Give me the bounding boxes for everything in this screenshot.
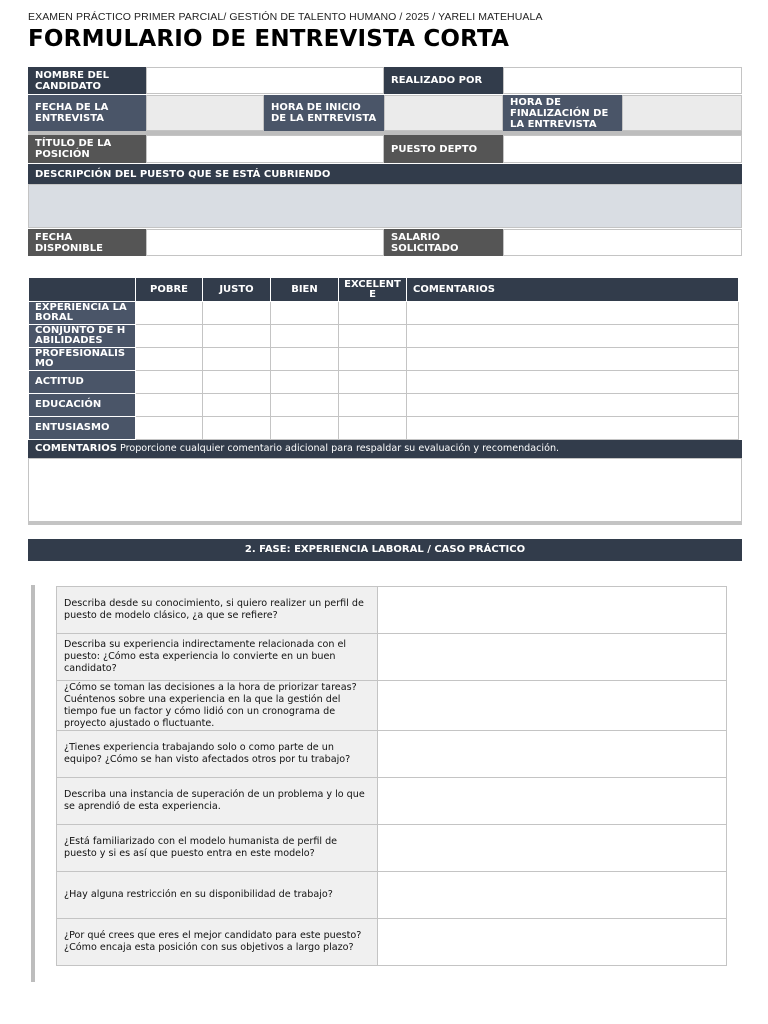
question-text: ¿Está familiarizado con el modelo humanista de perfil de puesto y si es así que puesto entra en este modelo? (57, 825, 378, 872)
rating-cell[interactable] (339, 394, 407, 417)
end-time-label: HORA DE FINALIZACIÓN DE LA ENTREVISTA (503, 95, 622, 131)
divider (28, 522, 742, 525)
rating-header-row (29, 278, 739, 302)
rating-row (29, 302, 739, 325)
rating-comment-cell[interactable] (407, 348, 739, 371)
rating-cell[interactable] (136, 417, 203, 440)
interview-date-field[interactable] (146, 95, 264, 131)
rating-cell[interactable] (339, 348, 407, 371)
rating-row (29, 371, 739, 394)
available-date-field[interactable] (146, 229, 384, 256)
interview-date-label: FECHA DE LA ENTREVISTA (28, 95, 146, 131)
question-row (57, 919, 727, 966)
rating-comment-cell[interactable] (407, 394, 739, 417)
rating-comment-cell[interactable] (407, 417, 739, 440)
rating-cell[interactable] (339, 417, 407, 440)
department-field[interactable] (503, 135, 742, 163)
rating-cell[interactable] (271, 417, 339, 440)
rating-row (29, 394, 739, 417)
start-time-label: HORA DE INICIO DE LA ENTREVISTA (264, 95, 384, 131)
question-text: Describa su experiencia indirectamente relacionada con el puesto: ¿Cómo esta experiencia lo convierte en un buen candidato? (57, 634, 378, 681)
comments-hint: Proporcione cualquier comentario adicional para respaldar su evaluación y recomendación. (119, 443, 560, 454)
rating-row-label: ACTITUD (29, 371, 136, 394)
rating-cell[interactable] (271, 348, 339, 371)
requested-salary-label: SALARIO SOLICITADO (384, 229, 503, 256)
exam-header-line: EXAMEN PRÁCTICO PRIMER PARCIAL/ GESTIÓN DE TALENTO HUMANO / 2025 / YARELI MATEHUALA (28, 11, 543, 23)
rating-row-label: EDUCACIÓN (29, 394, 136, 417)
candidate-name-field[interactable] (146, 67, 384, 94)
question-text: Describa una instancia de superación de un problema y lo que se aprendió de esta experiencia. (57, 778, 378, 825)
comments-bar (28, 440, 742, 458)
position-title-label: TÍTULO DE LA POSICIÓN (28, 135, 146, 163)
rating-col-poor: POBRE (136, 278, 203, 302)
answer-field[interactable] (378, 872, 727, 919)
question-row (57, 587, 727, 634)
phase2-title: 2. FASE: EXPERIENCIA LABORAL / CASO PRÁCTICO (28, 539, 742, 561)
rating-header-empty (29, 278, 136, 302)
question-row (57, 778, 727, 825)
rating-col-comments: COMENTARIOS (407, 278, 739, 302)
done-by-field[interactable] (503, 67, 742, 94)
rating-table (28, 277, 739, 440)
answer-field[interactable] (378, 778, 727, 825)
rating-cell[interactable] (136, 348, 203, 371)
rating-cell[interactable] (203, 302, 271, 325)
answer-field[interactable] (378, 731, 727, 778)
rating-cell[interactable] (271, 302, 339, 325)
rating-cell[interactable] (203, 417, 271, 440)
rating-comment-cell[interactable] (407, 325, 739, 348)
rating-comment-cell[interactable] (407, 302, 739, 325)
question-row (57, 681, 727, 731)
end-time-field[interactable] (622, 95, 742, 131)
start-time-field[interactable] (384, 95, 503, 131)
rating-col-good: BIEN (271, 278, 339, 302)
question-text: ¿Por qué crees que eres el mejor candidato para este puesto? ¿Cómo encaja esta posición con sus objetivos a largo plazo? (57, 919, 378, 966)
rating-cell[interactable] (203, 394, 271, 417)
answer-field[interactable] (378, 919, 727, 966)
rating-row-label: EXPERIENCIA LABORAL (29, 302, 136, 325)
question-text: ¿Cómo se toman las decisiones a la hora de priorizar tareas? Cuéntenos sobre una experiencia en la que la gestión del tiempo fue un factor y cómo lidió con un cronograma de proyecto ajustado o fluctuante. (57, 681, 378, 731)
requested-salary-field[interactable] (503, 229, 742, 256)
question-row (57, 634, 727, 681)
answer-field[interactable] (378, 634, 727, 681)
rating-row-label: CONJUNTO DE HABILIDADES (29, 325, 136, 348)
rating-cell[interactable] (339, 302, 407, 325)
rating-cell[interactable] (136, 394, 203, 417)
rating-cell[interactable] (271, 394, 339, 417)
rating-cell[interactable] (203, 348, 271, 371)
question-text: Describa desde su conocimiento, si quiero realizer un perfil de puesto de modelo clásico, ¿a que se refiere? (57, 587, 378, 634)
answer-field[interactable] (378, 587, 727, 634)
rating-cell[interactable] (136, 325, 203, 348)
rating-cell[interactable] (271, 325, 339, 348)
available-date-label: FECHA DISPONIBLE (28, 229, 146, 256)
rating-cell[interactable] (203, 325, 271, 348)
question-text: ¿Hay alguna restricción en su disponibilidad de trabajo? (57, 872, 378, 919)
rating-cell[interactable] (271, 371, 339, 394)
question-row (57, 872, 727, 919)
candidate-name-label: NOMBRE DEL CANDIDATO (28, 67, 146, 94)
comments-label: COMENTARIOS (35, 443, 117, 454)
page-title: FORMULARIO DE ENTREVISTA CORTA (28, 26, 510, 52)
rating-row (29, 417, 739, 440)
rating-cell[interactable] (339, 371, 407, 394)
department-label: PUESTO DEPTO (384, 135, 503, 163)
rating-col-fair: JUSTO (203, 278, 271, 302)
answer-field[interactable] (378, 825, 727, 872)
rating-row (29, 348, 739, 371)
rating-cell[interactable] (339, 325, 407, 348)
job-description-field[interactable] (28, 184, 742, 228)
rating-col-excellent: EXCELENTE (339, 278, 407, 302)
rating-row-label: ENTUSIASMO (29, 417, 136, 440)
rating-row (29, 325, 739, 348)
done-by-label: REALIZADO POR (384, 67, 503, 94)
rating-row-label: PROFESIONALISMO (29, 348, 136, 371)
question-row (57, 825, 727, 872)
questions-table (56, 586, 727, 966)
rating-cell[interactable] (203, 371, 271, 394)
job-description-label: DESCRIPCIÓN DEL PUESTO QUE SE ESTÁ CUBRIENDO (28, 164, 742, 184)
comments-field[interactable] (28, 458, 742, 522)
rating-cell[interactable] (136, 371, 203, 394)
position-title-field[interactable] (146, 135, 384, 163)
question-row (57, 731, 727, 778)
question-text: ¿Tienes experiencia trabajando solo o como parte de un equipo? ¿Cómo se han visto afectados otros por tu trabajo? (57, 731, 378, 778)
rating-comment-cell[interactable] (407, 371, 739, 394)
section-rule (31, 585, 35, 982)
rating-cell[interactable] (136, 302, 203, 325)
answer-field[interactable] (378, 681, 727, 731)
